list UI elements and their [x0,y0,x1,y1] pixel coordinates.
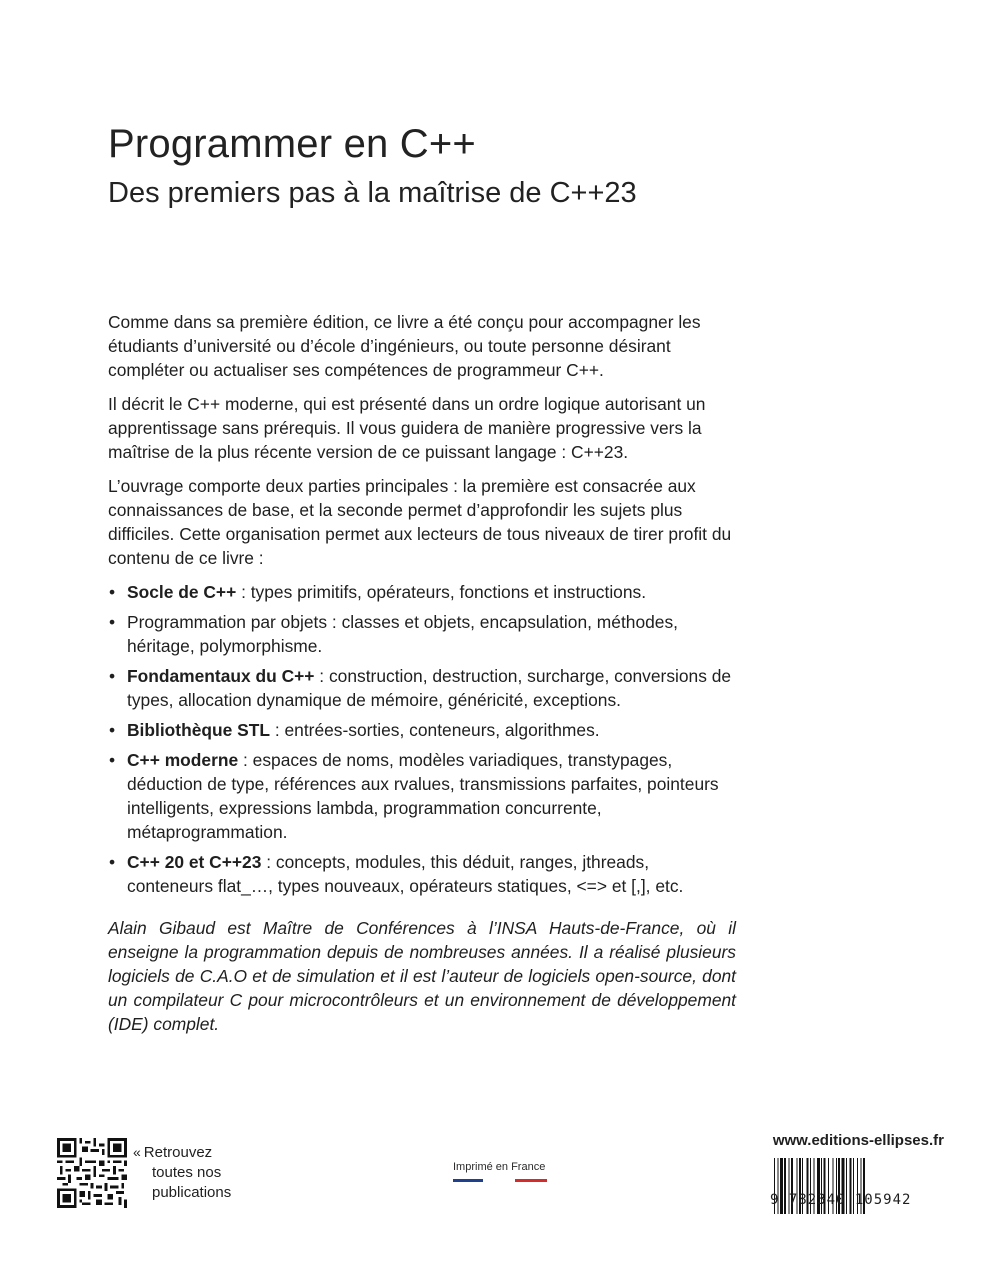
bullet-icon: • [109,852,116,872]
feature-term: Socle de C++ [127,582,237,602]
list-item [108,580,736,604]
book-subtitle: Des premiers pas à la maîtrise de C++23 [108,177,637,209]
feature-term: Fondamentaux du C++ [127,666,315,686]
description-paragraph: Il décrit le C++ moderne, qui est présenté dans un ordre logique autorisant un apprentissage sans prérequis. Il vous guidera de manière progressive vers la maîtrise de la plus récente version de ce puissant langage : C++23. [108,394,706,462]
feature-description: Programmation par objets : classes et objets, encapsulation, méthodes, héritage, polymorphisme. [127,612,678,656]
retrouvez-line-1: « Retrouvez [133,1144,213,1161]
retrouvez-line-2: toutes nos [152,1164,222,1181]
feature-description: : construction, destruction, surcharge, conversions de types, allocation dynamique de mémoire, généricité, exceptions. [127,666,732,710]
feature-term: C++ moderne [127,750,239,770]
publications-link[interactable] [133,1142,231,1203]
printed-in-france-text: Imprimé en France [453,1161,546,1173]
list-item [108,610,736,658]
printed-in-france-label [453,1161,547,1182]
bullet-icon: • [109,720,116,740]
list-item [108,718,736,742]
feature-description: : entrées-sorties, conteneurs, algorithmes. [269,720,600,740]
bullet-icon: • [109,582,116,602]
back-cover-text [108,310,736,1046]
feature-description: : concepts, modules, this déduit, ranges, jthreads, conteneurs flat_…, types nouveaux, opérateurs statiques, <=> et [,], etc. [127,852,684,896]
french-flag-icon [453,1179,547,1182]
isbn-number: 9 782340 105942 [770,1192,912,1208]
book-title: Programmer en C++ [108,122,476,166]
retrouvez-line-3: publications [152,1184,232,1201]
bullet-icon: • [109,666,116,686]
author-bio: Alain Gibaud est Maître de Conférences à l’INSA Hauts-de-France, où il enseigne la programmation depuis de nombreuses années. Il a réalisé plusieurs logiciels de C.A.O et de simulation et il est l’auteur de logiciels open-source, dont un compilateur C pour microcontrôleurs et un environnement de développement (IDE) complet. [108,918,736,1034]
list-item [108,664,736,712]
feature-term: C++ 20 et C++23 [127,852,262,872]
intro-paragraph: Comme dans sa première édition, ce livre a été conçu pour accompagner les étudiants d’université ou d’école d’ingénieurs, ou toute personne désirant compléter ou actualiser ses compétences de programmeur C++. [108,312,701,380]
feature-list [108,580,736,898]
publisher-website[interactable]: www.editions-ellipses.fr [772,1132,944,1149]
bullet-icon: • [109,612,116,632]
qr-code-icon[interactable] [57,1138,127,1208]
flag-blue-stripe [453,1179,483,1182]
bullet-icon: • [109,750,116,770]
structure-paragraph: L’ouvrage comporte deux parties principales : la première est consacrée aux connaissances de base, et la seconde permet d’approfondir les sujets plus difficiles. Cette organisation permet aux lecteurs de tous niveaux de tirer profit du contenu de ce livre : [108,476,732,568]
list-item [108,850,736,898]
feature-term: Bibliothèque STL [127,720,270,740]
double-chevron-left-icon: « [133,1144,141,1160]
flag-red-stripe [515,1179,547,1182]
feature-description: : types primitifs, opérateurs, fonctions et instructions. [236,582,647,602]
feature-description: : espaces de noms, modèles variadiques, transtypages, déduction de type, références aux rvalues, transmissions parfaites, pointeurs intelligents, expressions lambda, programmation concurrente, métaprogrammation. [127,750,719,842]
list-item [108,748,736,844]
